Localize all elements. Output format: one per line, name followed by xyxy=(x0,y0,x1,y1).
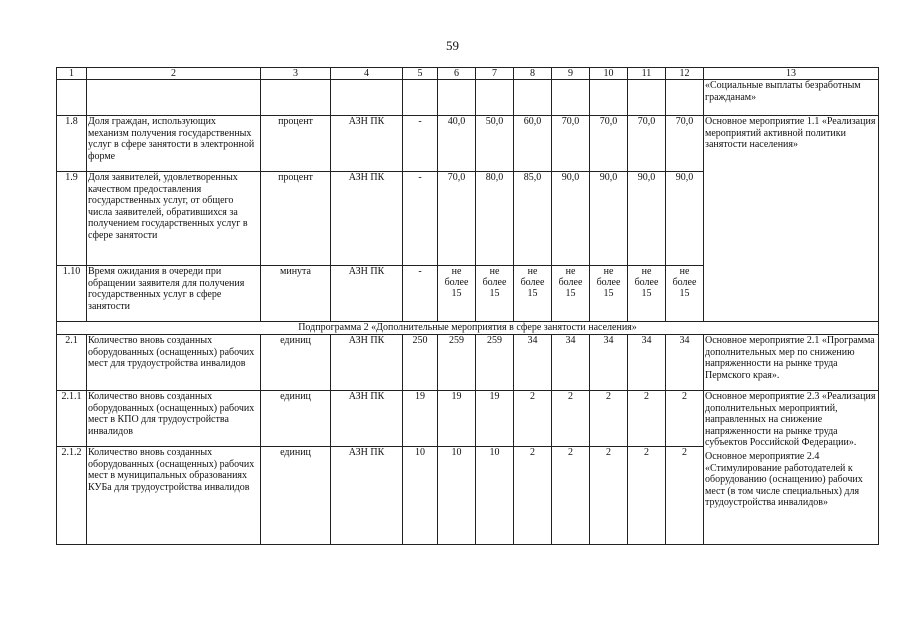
value-cell: 2 xyxy=(666,447,704,545)
value-cell: 80,0 xyxy=(476,172,514,266)
value-cell: не более 15 xyxy=(666,266,704,322)
base-value: 250 xyxy=(403,335,438,391)
value-cell: не более 15 xyxy=(438,266,476,322)
indicator-name: Время ожидания в очереди при обращении заявителя для получения государственных услуг в сфере занятости xyxy=(87,266,261,322)
value-cell: 259 xyxy=(438,335,476,391)
value-cell: не более 15 xyxy=(628,266,666,322)
row-number: 2.1 xyxy=(57,335,87,391)
header-col: 9 xyxy=(552,68,590,80)
header-col: 13 xyxy=(704,68,879,80)
table-row xyxy=(57,116,879,172)
measure-cell: «Социальные выплаты безработным гражданам» xyxy=(704,80,879,116)
header-col: 2 xyxy=(87,68,261,80)
base-value: 10 xyxy=(403,447,438,545)
value-cell: не более 15 xyxy=(552,266,590,322)
header-col: 8 xyxy=(514,68,552,80)
value-cell: 19 xyxy=(438,391,476,447)
measure-2-4: Основное мероприятие 2.4 «Стимулирование работодателей к оборудованию (оснащению) рабочих мест (в том числе специальных) для трудоустройства инвалидов» xyxy=(705,450,863,509)
indicators-table xyxy=(56,67,879,545)
value-cell: 10 xyxy=(438,447,476,545)
table-row xyxy=(57,391,879,447)
header-col: 11 xyxy=(628,68,666,80)
value-cell: 60,0 xyxy=(514,116,552,172)
unit-cell: минута xyxy=(261,266,331,322)
value-cell: 40,0 xyxy=(438,116,476,172)
header-col: 5 xyxy=(403,68,438,80)
value-cell: 70,0 xyxy=(628,116,666,172)
unit-cell: единиц xyxy=(261,447,331,545)
value-cell: 2 xyxy=(628,447,666,545)
value-cell: 90,0 xyxy=(590,172,628,266)
value-cell: 34 xyxy=(514,335,552,391)
header-col: 3 xyxy=(261,68,331,80)
header-col: 4 xyxy=(331,68,403,80)
value-cell: 85,0 xyxy=(514,172,552,266)
value-cell: 2 xyxy=(666,391,704,447)
indicator-name: Количество вновь созданных оборудованных (оснащенных) рабочих мест для трудоустройства инвалидов xyxy=(87,335,261,391)
responsible-cell: АЗН ПК xyxy=(331,335,403,391)
value-cell: 90,0 xyxy=(666,172,704,266)
row-number: 1.10 xyxy=(57,266,87,322)
value-cell: не более 15 xyxy=(476,266,514,322)
responsible-cell: АЗН ПК xyxy=(331,172,403,266)
value-cell: 50,0 xyxy=(476,116,514,172)
header-col: 6 xyxy=(438,68,476,80)
row-number: 1.9 xyxy=(57,172,87,266)
header-col: 1 xyxy=(57,68,87,80)
value-cell: 2 xyxy=(552,447,590,545)
measure-cell: Основное мероприятие 1.1 «Реализация мероприятий активной политики занятости населения» xyxy=(704,116,879,322)
header-col: 10 xyxy=(590,68,628,80)
value-cell: 90,0 xyxy=(628,172,666,266)
measure-cell xyxy=(704,391,879,545)
value-cell: не более 15 xyxy=(590,266,628,322)
value-cell: 90,0 xyxy=(552,172,590,266)
measure-2-3: Основное мероприятие 2.3 «Реализация дополнительных мероприятий, направленных на снижение напряженности на рынке труда субъектов Российской Федерации». xyxy=(705,391,876,449)
indicator-name: Доля граждан, использующих механизм получения государственных услуг в сфере занятости в электронной форме xyxy=(87,116,261,172)
unit-cell: единиц xyxy=(261,391,331,447)
responsible-cell: АЗН ПК xyxy=(331,266,403,322)
value-cell: не более 15 xyxy=(514,266,552,322)
responsible-cell: АЗН ПК xyxy=(331,116,403,172)
value-cell: 70,0 xyxy=(666,116,704,172)
measure-cell: Основное мероприятие 2.1 «Программа дополнительных мер по снижению напряженности на рынке труда Пермского края». xyxy=(704,335,879,391)
base-value: - xyxy=(403,172,438,266)
value-cell: 2 xyxy=(628,391,666,447)
value-cell: 10 xyxy=(476,447,514,545)
header-col: 7 xyxy=(476,68,514,80)
value-cell: 34 xyxy=(590,335,628,391)
value-cell: 70,0 xyxy=(552,116,590,172)
subprogram-title: Подпрограмма 2 «Дополнительные мероприятия в сфере занятости населения» xyxy=(57,322,879,335)
value-cell: 34 xyxy=(666,335,704,391)
table-row xyxy=(57,335,879,391)
row-number: 2.1.2 xyxy=(57,447,87,545)
indicator-name: Доля заявителей, удовлетворенных качеством предоставления государственных услуг, от общего числа заявителей, обратившихся за получением государственных услуг в сфере занятости xyxy=(87,172,261,266)
value-cell: 70,0 xyxy=(590,116,628,172)
responsible-cell: АЗН ПК xyxy=(331,447,403,545)
unit-cell: процент xyxy=(261,172,331,266)
row-number: 1.8 xyxy=(57,116,87,172)
indicator-name: Количество вновь созданных оборудованных (оснащенных) рабочих мест в муниципальных образованиях КУБа для трудоустройства инвалидов xyxy=(87,447,261,545)
subprogram-row xyxy=(57,322,879,335)
header-col: 12 xyxy=(666,68,704,80)
indicator-name: Количество вновь созданных оборудованных (оснащенных) рабочих мест в КПО для трудоустройства инвалидов xyxy=(87,391,261,447)
value-cell: 2 xyxy=(552,391,590,447)
table-row-continuation xyxy=(57,80,879,116)
base-value: - xyxy=(403,116,438,172)
value-cell: 34 xyxy=(628,335,666,391)
value-cell: 2 xyxy=(514,447,552,545)
value-cell: 70,0 xyxy=(438,172,476,266)
value-cell: 2 xyxy=(514,391,552,447)
base-value: - xyxy=(403,266,438,322)
header-row xyxy=(57,68,879,80)
responsible-cell: АЗН ПК xyxy=(331,391,403,447)
value-cell: 19 xyxy=(476,391,514,447)
unit-cell: процент xyxy=(261,116,331,172)
unit-cell: единиц xyxy=(261,335,331,391)
row-number: 2.1.1 xyxy=(57,391,87,447)
value-cell: 34 xyxy=(552,335,590,391)
value-cell: 259 xyxy=(476,335,514,391)
base-value: 19 xyxy=(403,391,438,447)
value-cell: 2 xyxy=(590,391,628,447)
page-number: 59 xyxy=(446,38,459,53)
value-cell: 2 xyxy=(590,447,628,545)
